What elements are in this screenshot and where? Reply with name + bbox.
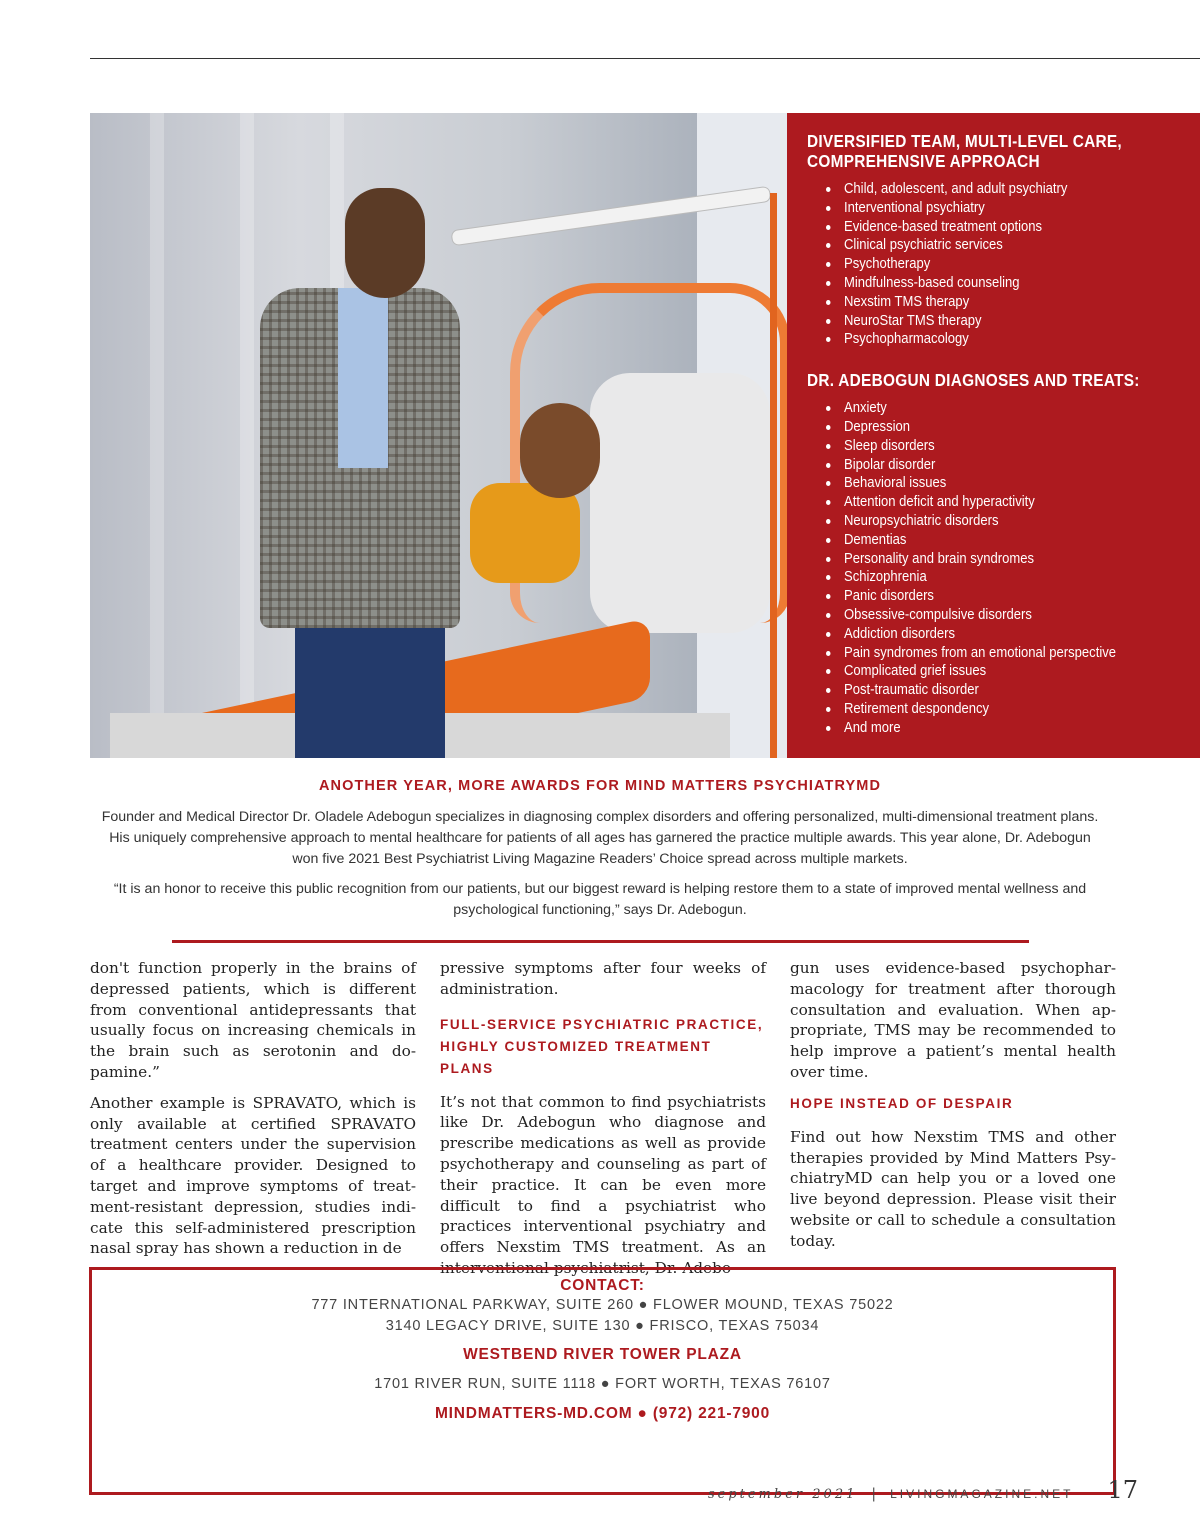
list-item: NeuroStar TMS therapy	[844, 312, 1148, 331]
contact-box	[89, 1267, 1116, 1495]
address-line: 777 INTERNATIONAL PARKWAY, SUITE 260 ● FLOWER MOUND, TEXAS 75022	[311, 1297, 894, 1313]
list-item: Panic disorders	[844, 587, 1148, 606]
list-item: Schizophrenia	[844, 568, 1148, 587]
patient-figure	[470, 483, 580, 583]
magazine-site-link[interactable]: LIVINGMAGAZINE.NET	[890, 1487, 1074, 1501]
list-item: Addiction disorders	[844, 625, 1148, 644]
list-item: Personality and brain syndromes	[844, 550, 1148, 569]
services-list	[807, 180, 1182, 349]
awards-quote: “It is an honor to receive this public recognition from our patients, but our biggest reward is helping restore them to a state of improved mental wellness and psychological functioning,” says Dr. Adebogun.	[113, 881, 1087, 918]
doctor-shirt	[338, 288, 388, 468]
article-column-3	[790, 958, 1116, 1262]
list-item: And more	[844, 719, 1148, 738]
article-paragraph: It’s not that common to find psychiatrists like Dr. Adebogun who diagnose and prescribe medications as well as provide psychotherapy and counseling as part of their practice. It can be even more difficult to find a psychiatrist who practices interventional psychiatry and offers Nexstim TMS treatment. As an interventional psychiatrist, Dr. Adebo	[440, 1092, 766, 1277]
list-item: Psychotherapy	[844, 255, 1148, 274]
list-item: Depression	[844, 418, 1148, 437]
list-item: Bipolar disorder	[844, 456, 1148, 475]
article-paragraph: Another example is SPRAVATO, which is only available at certified SPRAVATO treatment centers under the supervision of a healthcare provider. Designed to target and improve symptoms of treatment-resistant depression, studies indicate this self-administered prescription nasal spray has shown a reduction in de	[90, 1093, 416, 1258]
list-item: Evidence-based treatment options	[844, 218, 1148, 237]
orange-pole	[770, 193, 777, 758]
list-item: Interventional psychiatry	[844, 199, 1148, 218]
address-line: 3140 LEGACY DRIVE, SUITE 130 ● FRISCO, TEXAS 75034	[385, 1318, 820, 1334]
article-column-1	[90, 958, 416, 1269]
article-paragraph: pressive symptoms after four weeks of administration.	[440, 959, 766, 998]
awards-paragraph: Founder and Medical Director Dr. Oladele Adebogun specializes in diagnosing complex disorders and offering personalized, multi-dimensional treatment plans. His uniquely comprehensive approach to mental healthcare for patients of all ages has garnered the practice multiple awards. This year alone, Dr. Adebogun won five 2021 Best Psychiatrist Living Magazine Readers’ Choice spread across multiple markets.	[101, 809, 1099, 867]
services-sidebar	[787, 113, 1200, 758]
section-heading: FULL-SERVICE PSYCHIATRIC PRACTICE, HIGHLY CUSTOMIZED TREATMENT PLANS	[440, 1016, 764, 1076]
website-phone-link[interactable]: MINDMATTERS-MD.COM ● (972) 221-7900	[434, 1405, 771, 1422]
sidebar-heading-treats: DR. ADEBOGUN DIAGNOSES AND TREATS:	[807, 370, 1140, 391]
article-column-2	[440, 958, 766, 1289]
patient-head	[520, 403, 600, 498]
list-item: Dementias	[844, 531, 1148, 550]
conditions-list	[807, 399, 1182, 737]
tms-device	[590, 373, 770, 633]
list-item: Neuropsychiatric disorders	[844, 512, 1148, 531]
contact-heading: CONTACT:	[560, 1277, 645, 1294]
article-paragraph: don't function properly in the brains of depressed patients, which is different from conventional antidepressants that usually focus on increasing chemicals in the brain such as serotonin and dopamine.”	[90, 959, 416, 1081]
doctor-legs	[295, 618, 445, 758]
list-item: Post-traumatic disorder	[844, 681, 1148, 700]
list-item: Mindfulness-based counseling	[844, 274, 1148, 293]
page-footer	[708, 1476, 1138, 1504]
footer-separator: |	[871, 1486, 877, 1502]
list-item: Behavioral issues	[844, 474, 1148, 493]
curtain-fold	[150, 113, 164, 758]
awards-heading: ANOTHER YEAR, MORE AWARDS FOR MIND MATTERS PSYCHIATRYMD	[318, 778, 882, 794]
list-item: Attention deficit and hyperactivity	[844, 493, 1148, 512]
list-item: Child, adolescent, and adult psychiatry	[844, 180, 1148, 199]
list-item: Nexstim TMS therapy	[844, 293, 1148, 312]
sidebar-heading-team: DIVERSIFIED TEAM, MULTI-LEVEL CARE, COMPREHENSIVE APPROACH	[807, 131, 1122, 171]
list-item: Obsessive-compulsive disorders	[844, 606, 1148, 625]
page-number: 17	[1107, 1476, 1138, 1504]
article-paragraph: gun uses evidence-based psychopharmacology for treatment after thorough consultation and evaluation. When appropriate, TMS may be recommended to help improve a patient’s mental health over time.	[790, 959, 1116, 1081]
list-item: Sleep disorders	[844, 437, 1148, 456]
issue-date: september 2021	[707, 1487, 858, 1502]
doctor-head	[345, 188, 425, 298]
section-divider	[172, 940, 1029, 943]
address-line: 1701 RIVER RUN, SUITE 1118 ● FORT WORTH, TEXAS 76107	[374, 1376, 831, 1392]
list-item: Psychopharmacology	[844, 330, 1148, 349]
list-item: Retirement despondency	[844, 700, 1148, 719]
list-item: Anxiety	[844, 399, 1148, 418]
section-heading: HOPE INSTEAD OF DESPAIR	[790, 1095, 1014, 1111]
list-item: Clinical psychiatric services	[844, 236, 1148, 255]
location-heading: WESTBEND RIVER TOWER PLAZA	[463, 1346, 742, 1363]
list-item: Pain syndromes from an emotional perspective	[844, 644, 1148, 663]
article-paragraph: Find out how Nexstim TMS and other therapies provided by Mind Matters PsychiatryMD can help you or a loved one live beyond depression. Please visit their website or call to schedule a consultation today.	[790, 1127, 1116, 1250]
curtain-fold	[240, 113, 254, 758]
list-item: Complicated grief issues	[844, 662, 1148, 681]
top-rule	[90, 58, 1200, 59]
doctor-photo	[90, 113, 787, 758]
